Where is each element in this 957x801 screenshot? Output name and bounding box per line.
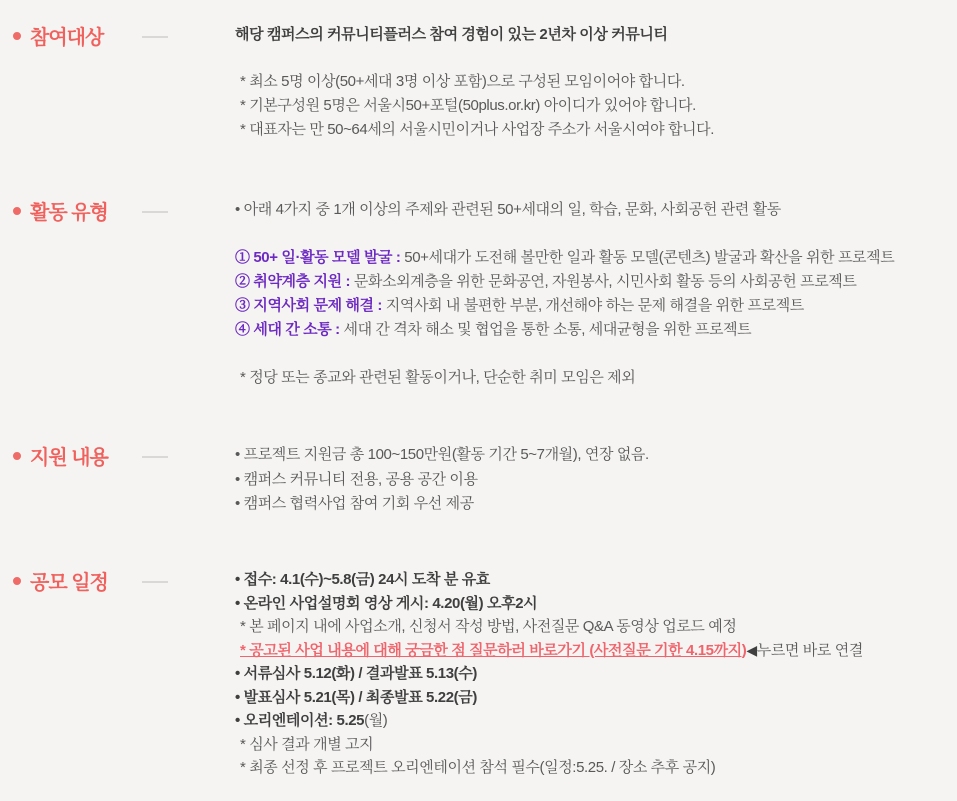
orientation-date: • 오리엔테이션: 5.25 xyxy=(235,712,365,729)
support-content xyxy=(235,443,957,517)
section-heading-row xyxy=(13,568,108,593)
activity-item-label: ④ 세대 간 소통 : xyxy=(235,321,340,338)
activity-item-label: ① 50+ 일·활동 모델 발굴 : xyxy=(235,249,401,266)
section-title-support: 지원 내용 xyxy=(30,447,108,469)
section-heading-row xyxy=(13,23,103,48)
heading-dash-divider xyxy=(142,581,168,583)
support-item: • 캠퍼스 커뮤니티 전용, 공용 공간 이용 xyxy=(235,470,478,488)
schedule-final-note: * 심사 결과 개별 고지 xyxy=(240,735,374,753)
participation-note: * 대표자는 만 50~64세의 서울시민이거나 사업장 주소가 서울시여야 합니다. xyxy=(240,121,714,138)
activity-item-desc: 지역사회 내 불편한 부분, 개선해야 하는 문제 해결을 위한 프로젝트 xyxy=(382,297,804,314)
section-heading-row xyxy=(13,443,108,468)
orientation-day: (월) xyxy=(364,712,388,729)
ring-bullet-icon xyxy=(13,32,21,40)
activity-item-desc: 세대 간 격차 해소 및 협업을 통한 소통, 세대균형을 위한 프로젝트 xyxy=(339,321,752,338)
section-title-activity: 활동 유형 xyxy=(30,202,108,224)
section-heading-row xyxy=(13,198,108,223)
schedule-briefing-video: • 온라인 사업설명회 영상 게시: 4.20(월) 오후2시 xyxy=(235,594,538,612)
heading-dash-divider xyxy=(142,211,168,213)
heading-dash-divider xyxy=(142,456,168,458)
schedule-question-row xyxy=(235,639,957,663)
activity-item xyxy=(235,270,957,294)
ring-bullet-icon xyxy=(13,577,21,585)
activity-item xyxy=(235,318,957,342)
participation-note: * 기본구성원 5명은 서울시50+포털(50plus.or.kr) 아이디가 있어야 합니다. xyxy=(240,97,696,114)
schedule-content xyxy=(235,568,957,780)
participation-note: * 최소 5명 이상(50+세대 3명 이상 포함)으로 구성된 모임이어야 합니다. xyxy=(240,73,685,90)
section-title-schedule: 공모 일정 xyxy=(30,572,108,594)
activity-item xyxy=(235,294,957,318)
ring-bullet-icon xyxy=(13,452,21,460)
support-item: • 캠퍼스 협력사업 참여 기회 우선 제공 xyxy=(235,495,474,512)
schedule-presentation-review: • 발표심사 5.21(목) / 최종발표 5.22(금) xyxy=(235,688,477,706)
activity-overview: • 아래 4가지 중 1개 이상의 주제와 관련된 50+세대의 일, 학습, 문화, 사회공헌 관련 활동 xyxy=(235,201,781,218)
support-item: • 프로젝트 지원금 총 100~150만원(활동 기간 5~7개월), 연장 없음. xyxy=(235,446,649,463)
left-pointer-icon: ◀ xyxy=(746,641,757,658)
activity-item xyxy=(235,246,957,270)
activity-item-label: ③ 지역사회 문제 해결 : xyxy=(235,297,382,314)
schedule-reception-period: • 접수: 4.1(수)~5.8(금) 24시 도착 분 유효 xyxy=(235,571,490,588)
schedule-upload-note: * 본 페이지 내에 사업소개, 신청서 작성 방법, 사전질문 Q&A 동영상 업로드 예정 xyxy=(240,618,737,635)
activity-exclusion-note: * 정당 또는 종교와 관련된 활동이거나, 단순한 취미 모임은 제외 xyxy=(240,369,636,386)
section-title-participation: 참여대상 xyxy=(30,27,104,49)
ring-bullet-icon xyxy=(13,207,21,215)
participation-summary: 해당 캠퍼스의 커뮤니티플러스 참여 경험이 있는 2년차 이상 커뮤니티 xyxy=(235,26,668,43)
activity-item-desc: 문화소외계층을 위한 문화공연, 자원봉사, 시민사회 활동 등의 사회공헌 프로젝트 xyxy=(350,273,857,290)
activity-content xyxy=(235,198,957,390)
link-note-text: 누르면 바로 연결 xyxy=(756,641,863,659)
pre-question-link[interactable]: * 공고된 사업 내용에 대해 궁금한 점 질문하러 바로가기 (사전질문 기한 4.15까지) xyxy=(240,641,747,659)
activity-item-desc: 50+세대가 도전해 볼만한 일과 활동 모델(콘텐츠) 발굴과 확산을 위한 프로젝트 xyxy=(400,249,895,266)
heading-dash-divider xyxy=(142,36,168,38)
schedule-final-note: * 최종 선정 후 프로젝트 오리엔테이션 참석 필수(일정:5.25. / 장소 추후 공지) xyxy=(240,759,716,776)
schedule-document-review: • 서류심사 5.12(화) / 결과발표 5.13(수) xyxy=(235,665,477,682)
participation-content xyxy=(235,23,957,142)
activity-item-label: ② 취약계층 지원 : xyxy=(235,273,351,290)
schedule-orientation xyxy=(235,709,957,733)
